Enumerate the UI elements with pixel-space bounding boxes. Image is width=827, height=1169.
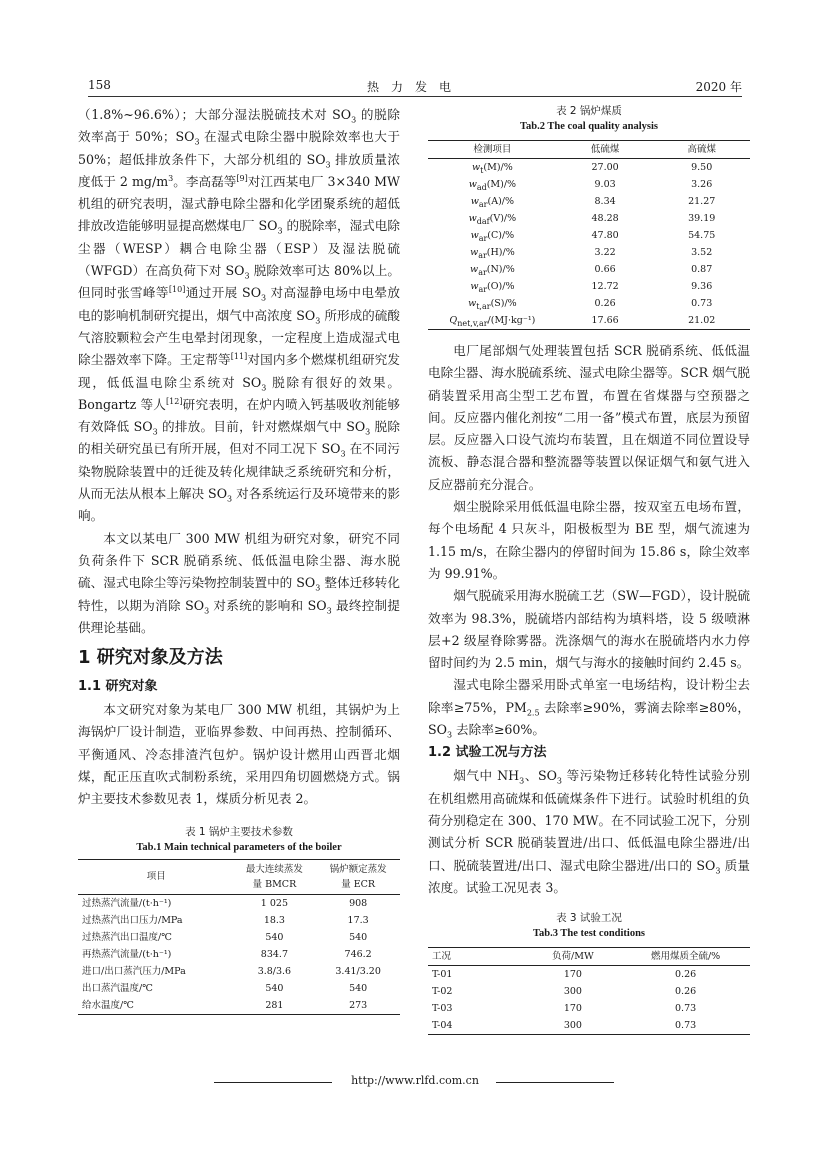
paragraph-test-conditions: 烟气中 $NH_3$、$SO_3$ 等污染物迁移转化特性试验分别在机组燃用高硫煤和低硫煤条件下进行。试验时机组的负荷分别稳定在 300、170 MW。在不同试验工况下，分别测试分析 SCR 脱硝装置进/出口、低低温电除尘器进/出口、脱硫装置进/出口、湿式电除尘器进/出口的 $SO_3$ 质量浓度。试验工况见表 3。 <box>428 768 750 895</box>
table2-cell-item: $w_{daf}(V)/\%$ <box>468 213 517 226</box>
table2-caption-cn: 表 2 锅炉煤质 <box>556 105 622 117</box>
table-row <box>78 997 400 1015</box>
table1-cell-item: 过热蒸汽出口压力/MPa <box>82 914 183 926</box>
table3-cell-case: T-03 <box>432 1003 453 1015</box>
table-row <box>428 176 750 193</box>
table3-cell-load: 300 <box>563 986 582 998</box>
table2-cell-item: $w_{ar}(H)/\%$ <box>470 247 515 260</box>
table2-cell-low-sulfur: 47.80 <box>591 230 619 241</box>
table2-cell-low-sulfur: 27.00 <box>591 162 619 173</box>
table3-cell-load: 300 <box>563 1020 582 1032</box>
table1-caption-cn: 表 1 锅炉主要技术参数 <box>185 825 293 838</box>
table-row <box>428 193 750 210</box>
table1-header: 锅炉额定蒸发量 ECR <box>316 859 400 894</box>
table2-caption <box>428 104 750 134</box>
table2-cell-low-sulfur: 9.03 <box>594 179 616 190</box>
table1-cell-ecr: 540 <box>349 931 368 943</box>
paragraph-objective: 本文以某电厂 300 MW 机组为研究对象，研究不同负荷条件下 SCR 脱硝系统、低低温电除尘器、海水脱硫、湿式电除尘等污染物控制装置中的 $SO_3$ 整体迁移转化特性，以期为消除 $SO_3$ 对系统的影响和 $SO_3$ 最终控制提供理论基础。 <box>78 530 400 635</box>
table2-cell-low-sulfur: 3.22 <box>594 247 616 258</box>
table3-cell-case: T-02 <box>432 986 453 998</box>
journal-year: 2020 年 <box>695 80 742 94</box>
table3-cell-case: T-04 <box>432 1020 453 1032</box>
table3-test-conditions <box>428 947 750 1035</box>
table2-cell-high-sulfur: 3.52 <box>691 247 713 258</box>
paragraph-wesp: 湿式电除尘器采用卧式单室一电场结构，设计粉尘去除率≥75%，$PM_{2.5}$ 去除率≥90%，雾滴去除率≥80%，$SO_3$ 去除率≥60%。 <box>428 677 750 740</box>
footer-rule-right <box>496 1082 614 1083</box>
table1-header: 项目 <box>78 859 233 894</box>
footer-rule-left <box>214 1082 332 1083</box>
table1-cell-bmcr: 540 <box>265 982 284 994</box>
table-row <box>78 894 400 912</box>
table-row <box>428 983 750 1000</box>
table2-cell-low-sulfur: 0.66 <box>594 264 616 275</box>
table1-cell-item: 给水温度/℃ <box>82 999 134 1011</box>
table-row <box>428 227 750 244</box>
footer-url: http://www.rlfd.com.cn <box>351 1074 479 1087</box>
table1-boiler-parameters <box>78 859 400 1015</box>
table1-cell-bmcr: 1 025 <box>260 897 288 909</box>
table1-cell-item: 进口/出口蒸汽压力/MPa <box>82 965 186 977</box>
table1-cell-item: 过热蒸汽流量/(t·h⁻¹) <box>82 897 172 909</box>
table-row <box>428 312 750 330</box>
table3-caption <box>428 911 750 941</box>
table1-header: 最大连续蒸发量 BMCR <box>233 859 317 894</box>
table2-cell-low-sulfur: 17.66 <box>591 315 619 326</box>
table-row <box>78 912 400 929</box>
table1-cell-ecr: 273 <box>349 999 368 1011</box>
table2-cell-high-sulfur: 39.19 <box>688 213 716 224</box>
table2-cell-low-sulfur: 12.72 <box>591 281 619 292</box>
table-row <box>428 244 750 261</box>
table3-cell-case: T-01 <box>432 969 453 981</box>
table-row <box>428 159 750 177</box>
table2-cell-item: $w_{ar}(O)/\%$ <box>470 281 515 294</box>
table1-cell-item: 过热蒸汽出口温度/℃ <box>82 931 172 943</box>
table3-cell-sulfur: 0.26 <box>675 986 697 998</box>
table1-caption-en: Tab.1 Main technical parameters of the boiler <box>136 841 342 853</box>
table1-cell-ecr: 3.41/3.20 <box>335 965 381 977</box>
table1-cell-ecr: 908 <box>349 897 368 909</box>
table3-cell-sulfur: 0.26 <box>675 969 697 981</box>
table1-cell-ecr: 17.3 <box>347 914 369 926</box>
journal-name: 热力发电 <box>366 80 463 94</box>
table-row <box>428 295 750 312</box>
table1-cell-ecr: 540 <box>349 982 368 994</box>
table2-cell-high-sulfur: 54.75 <box>688 230 716 241</box>
table2-cell-item: $w_{t,ar}(S)/\%$ <box>468 298 517 311</box>
table1-cell-bmcr: 540 <box>265 931 284 943</box>
table1-caption <box>78 825 400 855</box>
table3-cell-sulfur: 0.73 <box>675 1020 697 1032</box>
table1-cell-bmcr: 281 <box>265 999 284 1011</box>
running-header <box>88 76 742 97</box>
page-number: 158 <box>88 78 111 92</box>
table3-cell-load: 170 <box>563 969 582 981</box>
table3-cell-load: 170 <box>563 1003 582 1015</box>
table2-cell-high-sulfur: 0.87 <box>691 264 713 275</box>
page-footer <box>0 1074 827 1094</box>
table2-header: 检测项目 <box>428 141 557 159</box>
paragraph-fgd: 烟气脱硫采用海水脱硫工艺（SW—FGD），设计脱硫效率为 98.3%，脱硫塔内部结构为填料塔，设 5 级喷淋层+2 级屋脊除雾器。洗涤烟气的海水在脱硫塔内水力停留时间约为 2.5 min，烟气与海水的接触时间约 2.45 s。 <box>428 588 750 671</box>
right-column <box>428 104 750 1035</box>
table1-cell-item: 出口蒸汽温度/℃ <box>82 982 153 994</box>
table-row <box>428 210 750 227</box>
table1-cell-bmcr: 834.7 <box>260 948 288 960</box>
table2-cell-high-sulfur: 0.73 <box>691 298 713 309</box>
table2-cell-high-sulfur: 3.26 <box>691 179 713 190</box>
table2-cell-item: $Q_{net,v,ar}/(MJ\cdot kg^{-1})$ <box>449 315 536 328</box>
left-column <box>78 104 400 1015</box>
table3-caption-cn: 表 3 试验工况 <box>556 912 622 925</box>
paragraph-research-object: 本文研究对象为某电厂 300 MW 机组，其锅炉为上海锅炉厂设计制造，亚临界参数、中间再热、控制循环、平衡通风、冷态排渣汽包炉。锅炉设计燃用山西晋北烟煤，配正压直吹式制粉系统，采用四角切圆燃烧方式。锅炉主要技术参数见表 1，煤质分析见表 2。 <box>78 702 400 807</box>
table2-header: 高硫煤 <box>653 141 750 159</box>
table1-cell-bmcr: 3.8/3.6 <box>257 965 292 977</box>
table1-cell-ecr: 746.2 <box>344 948 372 960</box>
table2-cell-low-sulfur: 48.28 <box>591 213 619 224</box>
table2-cell-high-sulfur: 9.50 <box>691 162 713 173</box>
table-row <box>428 966 750 984</box>
table3-caption-en: Tab.3 The test conditions <box>532 928 646 940</box>
table1-cell-item: 再热蒸汽流量/(t·h⁻¹) <box>82 948 172 960</box>
paragraph-esp: 烟尘脱除采用低低温电除尘器，按双室五电场布置，每个电场配 4 只灰斗，阳极板型为 BE 型，烟气流速为 1.15 m/s，在除尘器内的停留时间为 15.86 s，除尘效率为 99.91%。 <box>428 499 750 581</box>
table2-cell-item: $w_{ar}(A)/\%$ <box>470 196 515 209</box>
table3-header: 负荷/MW <box>525 948 622 966</box>
table1-cell-bmcr: 18.3 <box>263 914 285 926</box>
table-row <box>78 929 400 946</box>
table-row <box>428 278 750 295</box>
table2-cell-item: $w_{ad}(M)/\%$ <box>468 179 517 192</box>
table2-caption-en: Tab.2 The coal quality analysis <box>519 121 658 132</box>
table2-cell-high-sulfur: 9.36 <box>691 281 713 292</box>
table3-cell-sulfur: 0.73 <box>675 1003 697 1015</box>
table2-cell-item: $w_{ar}(C)/\%$ <box>470 230 515 243</box>
table-row <box>428 1017 750 1035</box>
table2-header: 低硫煤 <box>557 141 654 159</box>
paragraph-literature-review: （1.8%~96.6%）；大部分湿法脱硫技术对 $SO_3$ 的脱除效率高于 50%；$SO_3$ 在湿式电除尘器中脱除效率也大于 50%；超低排放条件下，大部分机组的 $SO_3$ 排放质量浓度低于 2 $mg/m^3$。李高磊等[9]对江西某电厂 3×340 MW 机组的研究表明，湿式静电除尘器和化学团聚系统的超低排放改造能够明显提高燃煤电厂 $SO_3$ 的脱除率，湿式电除尘器（WESP）耦合电除尘器（ESP）及湿法脱硫（WFGD）在高负荷下对 $SO_3$ 脱除效率可达 80%以上。但同时张雪峰等[10]通过开展 $SO_3$ 对高湿静电场中电晕放电的影响机制研究提出，烟气中高浓度 $SO_3$ 所形成的硫酸气溶胶颗粒会产生电晕封闭现象，一定程度上造成湿式电除尘器效率下降。王定帮等[11]对国内多个燃煤机组研究发现，低低温电除尘系统对 $SO_3$ 脱除有很好的效果。Bongartz 等人[12]研究表明，在炉内喷入钙基吸收剂能够有效降低 $SO_3$ 的排放。目前，针对燃煤烟气中 $SO_3$ 脱除的相关研究虽已有所开展，但对不同工况下 $SO_3$ 在不同污染物脱除装置中的迁徙及转化规律缺乏系统研究和分析，从而无法从根本上解决 $SO_3$ 对各系统运行及环境带来的影响。 <box>78 107 401 524</box>
section-heading-1: 1 研究对象及方法 <box>78 647 223 669</box>
table2-cell-high-sulfur: 21.27 <box>688 196 716 207</box>
table3-header: 工况 <box>428 948 525 966</box>
table-row <box>78 980 400 997</box>
table2-cell-item: $w_{ar}(N)/\%$ <box>470 264 515 277</box>
table2-cell-low-sulfur: 0.26 <box>594 298 616 309</box>
table-row <box>428 1000 750 1017</box>
table2-cell-item: $w_t(M)/\%$ <box>472 162 513 175</box>
table2-cell-low-sulfur: 8.34 <box>594 196 616 207</box>
table-row <box>78 963 400 980</box>
table2-cell-high-sulfur: 21.02 <box>688 315 716 326</box>
table-row <box>428 261 750 278</box>
subsection-heading-1-2: 1.2 试验工况与方法 <box>428 745 547 761</box>
paragraph-equipment-overview: 电厂尾部烟气处理装置包括 SCR 脱硝系统、低低温电除尘器、海水脱硫系统、湿式电除尘器等。SCR 烟气脱硝装置采用高尘型工艺布置，布置在省煤器与空预器之间。反应器内催化剂按“二用一备”模式布置，底层为预留层。反应器入口设气流均布装置，且在烟道不同位置设导流板、静态混合器和整流器等装置以保证烟气和氨气进入反应器前充分混合。 <box>428 343 750 492</box>
table-row <box>78 946 400 963</box>
table3-header: 燃用煤质全硫/% <box>621 948 750 966</box>
table2-coal-quality <box>428 140 750 330</box>
subsection-heading-1-1: 1.1 研究对象 <box>78 679 158 695</box>
